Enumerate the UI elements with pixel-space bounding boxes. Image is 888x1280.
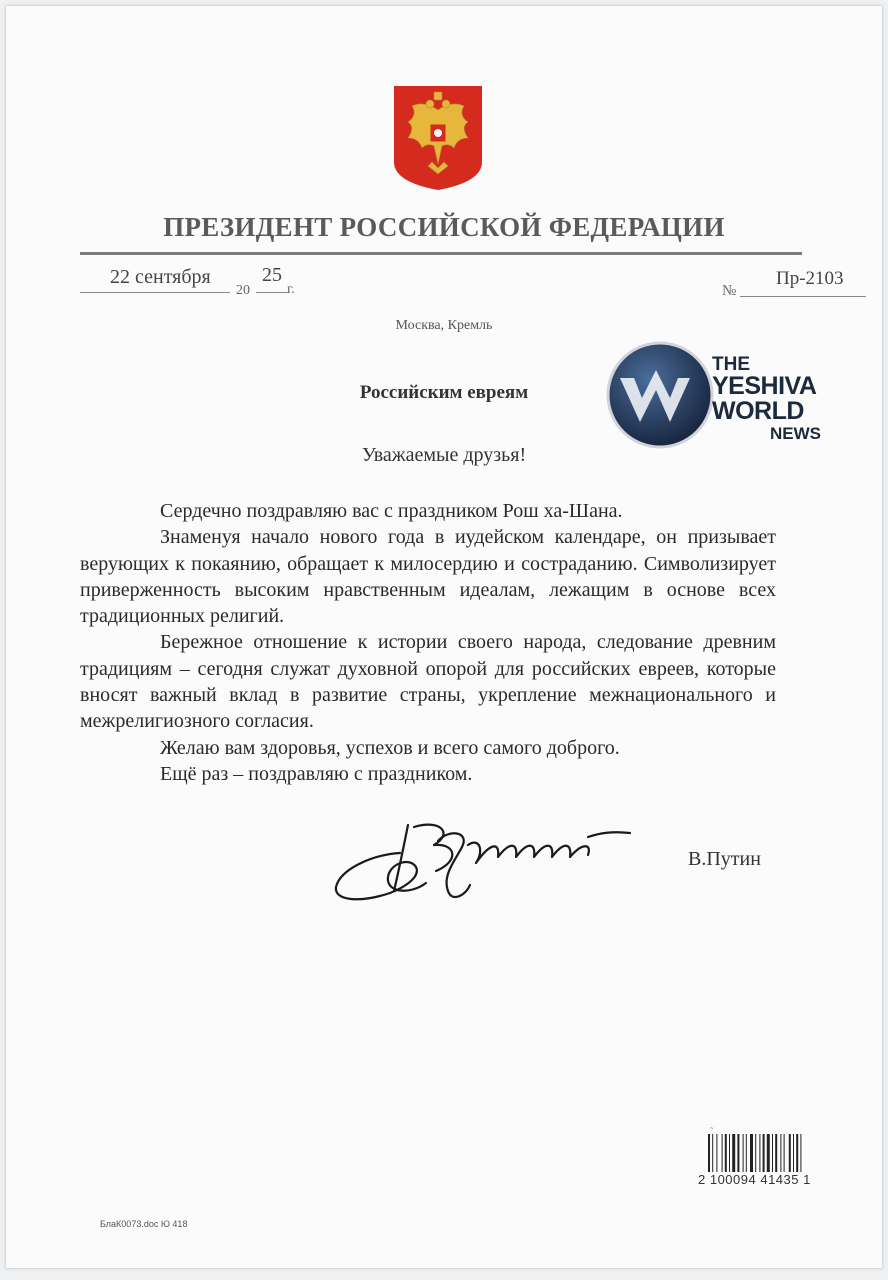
logo-text-the: THE: [712, 354, 750, 375]
paragraph-5: Ещё раз – поздравляю с праздником.: [160, 762, 473, 785]
year-underline: [256, 292, 288, 293]
yeshiva-world-news-logo: [606, 340, 836, 450]
logo-text-yeshiva: YESHIVA: [712, 372, 817, 400]
coat-of-arms-emblem: [390, 82, 486, 194]
date-day-month: 22 сентября: [110, 266, 211, 288]
place-line: Москва, Кремль: [395, 318, 493, 333]
svg-text:~: ~: [710, 1126, 714, 1132]
date-underline: [80, 292, 230, 293]
signer-name: В.Путин: [688, 848, 761, 870]
year-prefix: 20: [236, 283, 250, 298]
heading-rule: [80, 252, 802, 255]
year-suffix: 25: [262, 264, 282, 286]
paragraph-1: Сердечно поздравляю вас с праздником Рош ха-Шана.: [160, 500, 623, 522]
addressee: Российским евреям: [359, 382, 529, 403]
paragraph-3: Бережное отношение к истории своего народа, следование древним традициям – сегодня служат духовной опорой для российских евреев, которые вносят важный вклад в развитие страны, укрепление межнационального и межрелигиозного согласия.: [80, 631, 776, 733]
logo-globe-icon: [606, 340, 718, 450]
salutation: Уважаемые друзья!: [361, 444, 527, 466]
year-mark: г.: [287, 282, 295, 297]
number-underline: [740, 296, 866, 297]
logo-text-news: NEWS: [770, 424, 821, 443]
document-footer-code: БлаК0073.doc Ю 418: [100, 1219, 188, 1229]
paragraph-4: Желаю вам здоровья, успехов и всего самого доброго.: [160, 736, 620, 759]
paragraph-2: Знаменуя начало нового года в иудейском календаре, он призывает верующих к покаянию, обращает к милосердию и состраданию. Символизирует приверженность высоким нравственным идеалам, лежащим в основе всех традиционных религий.: [80, 526, 776, 628]
logo-text-world: WORLD: [712, 397, 804, 425]
document-number: Пр-2103: [776, 268, 844, 289]
handwritten-signature: [330, 815, 640, 910]
document-heading: ПРЕЗИДЕНТ РОССИЙСКОЙ ФЕДЕРАЦИИ: [163, 212, 725, 242]
letter-body: [80, 498, 776, 787]
barcode-number: 2 100094 41435 1: [698, 1172, 811, 1187]
number-label: №: [722, 283, 737, 299]
